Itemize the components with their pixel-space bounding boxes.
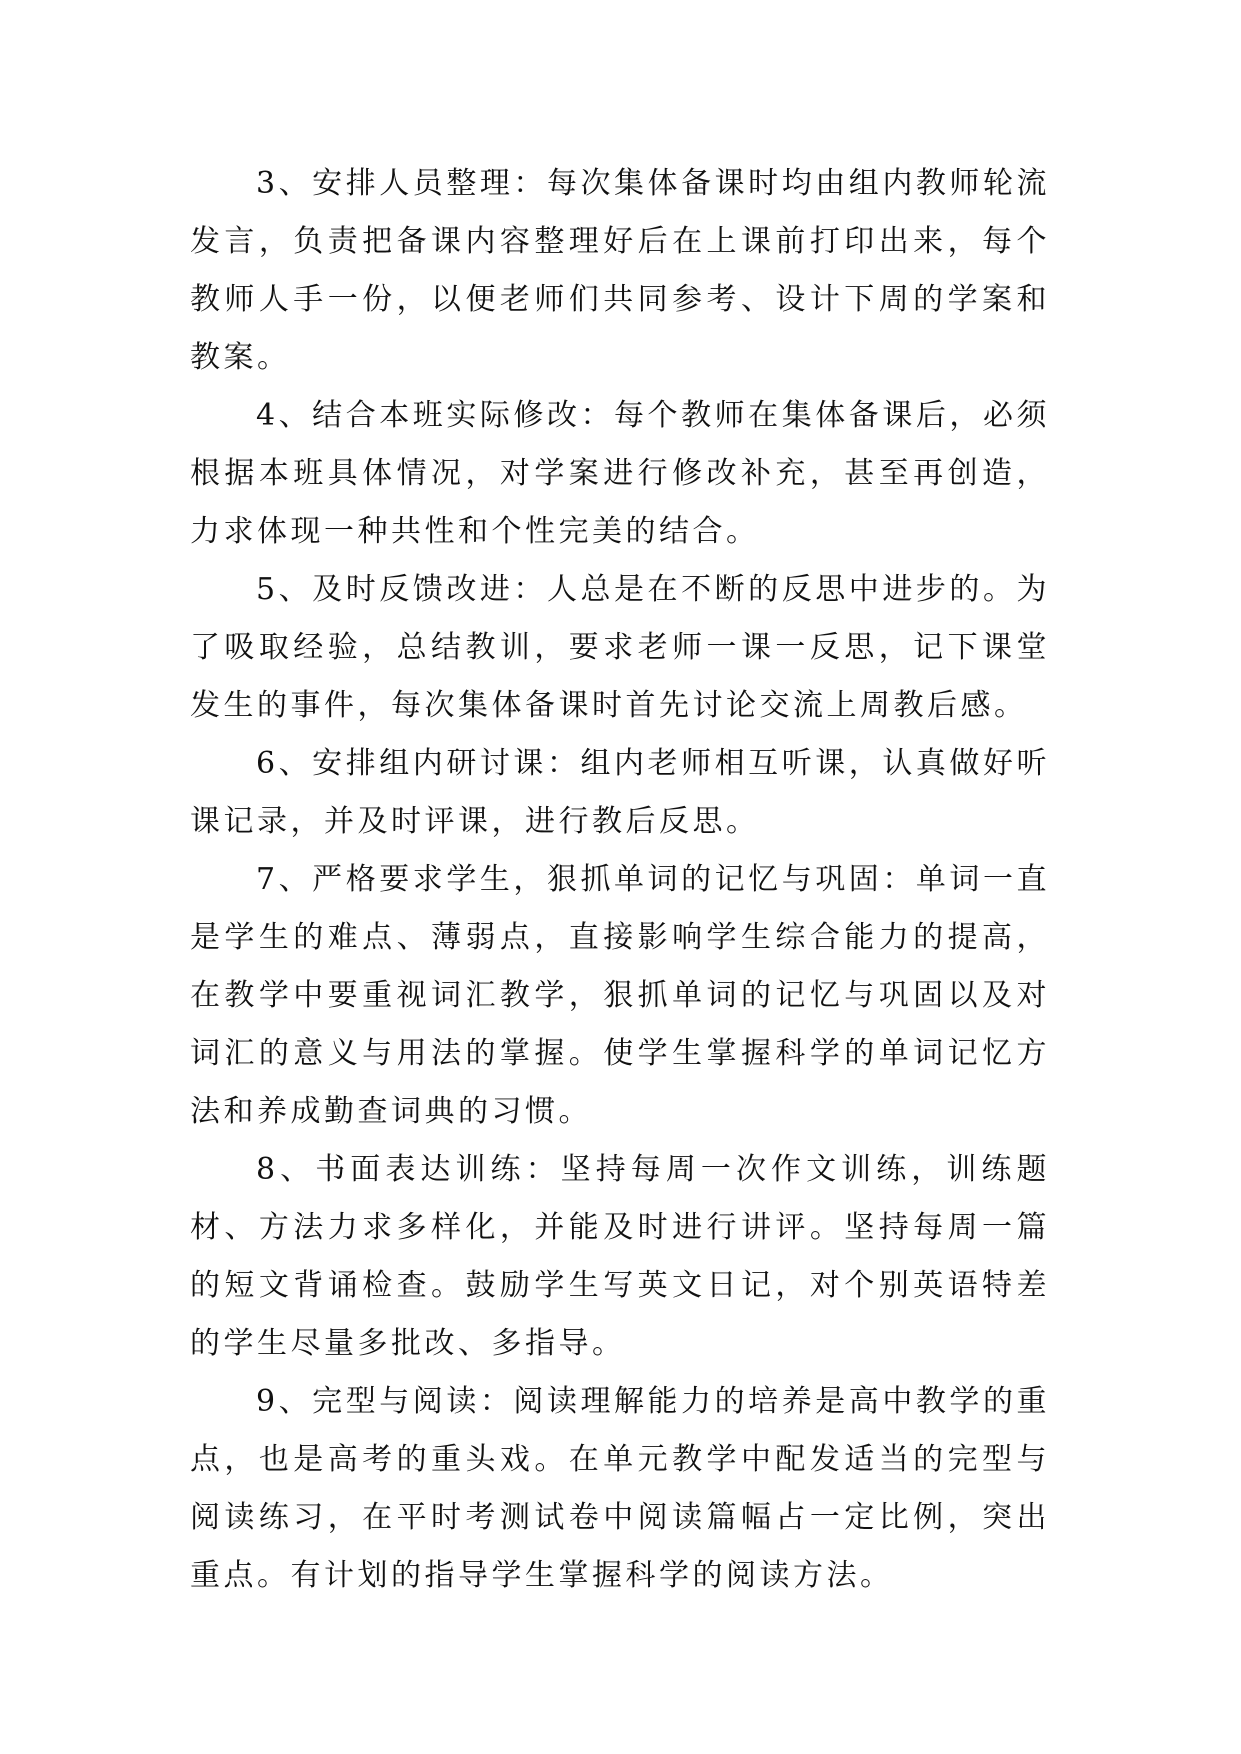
paragraph-item-3: 3、安排人员整理：每次集体备课时均由组内教师轮流发言，负责把备课内容整理好后在上课前打印出来，每个教师人手一份，以便老师们共同参考、设计下周的学案和教案。	[190, 166, 1050, 375]
paragraph-item-6: 6、安排组内研讨课：组内老师相互听课，认真做好听课记录，并及时评课，进行教后反思。	[190, 746, 1050, 839]
paragraph-item-5: 5、及时反馈改进：人总是在不断的反思中进步的。为了吸取经验，总结教训，要求老师一课一反思，记下课堂发生的事件，每次集体备课时首先讨论交流上周教后感。	[190, 572, 1050, 723]
paragraph-item-8: 8、书面表达训练：坚持每周一次作文训练，训练题材、方法力求多样化，并能及时进行讲评。坚持每周一篇的短文背诵检查。鼓励学生写英文日记，对个别英语特差的学生尽量多批改、多指导。	[190, 1152, 1050, 1361]
document-body	[190, 155, 1050, 1605]
paragraph-item-4: 4、结合本班实际修改：每个教师在集体备课后，必须根据本班具体情况，对学案进行修改补充，甚至再创造，力求体现一种共性和个性完美的结合。	[190, 398, 1050, 549]
paragraph-item-7: 7、严格要求学生，狠抓单词的记忆与巩固：单词一直是学生的难点、薄弱点，直接影响学生综合能力的提高，在教学中要重视词汇教学，狠抓单词的记忆与巩固以及对词汇的意义与用法的掌握。使学生掌握科学的单词记忆方法和养成勤查词典的习惯。	[190, 862, 1050, 1129]
paragraph-item-9: 9、完型与阅读：阅读理解能力的培养是高中教学的重点，也是高考的重头戏。在单元教学中配发适当的完型与阅读练习，在平时考测试卷中阅读篇幅占一定比例，突出重点。有计划的指导学生掌握科学的阅读方法。	[190, 1384, 1050, 1593]
